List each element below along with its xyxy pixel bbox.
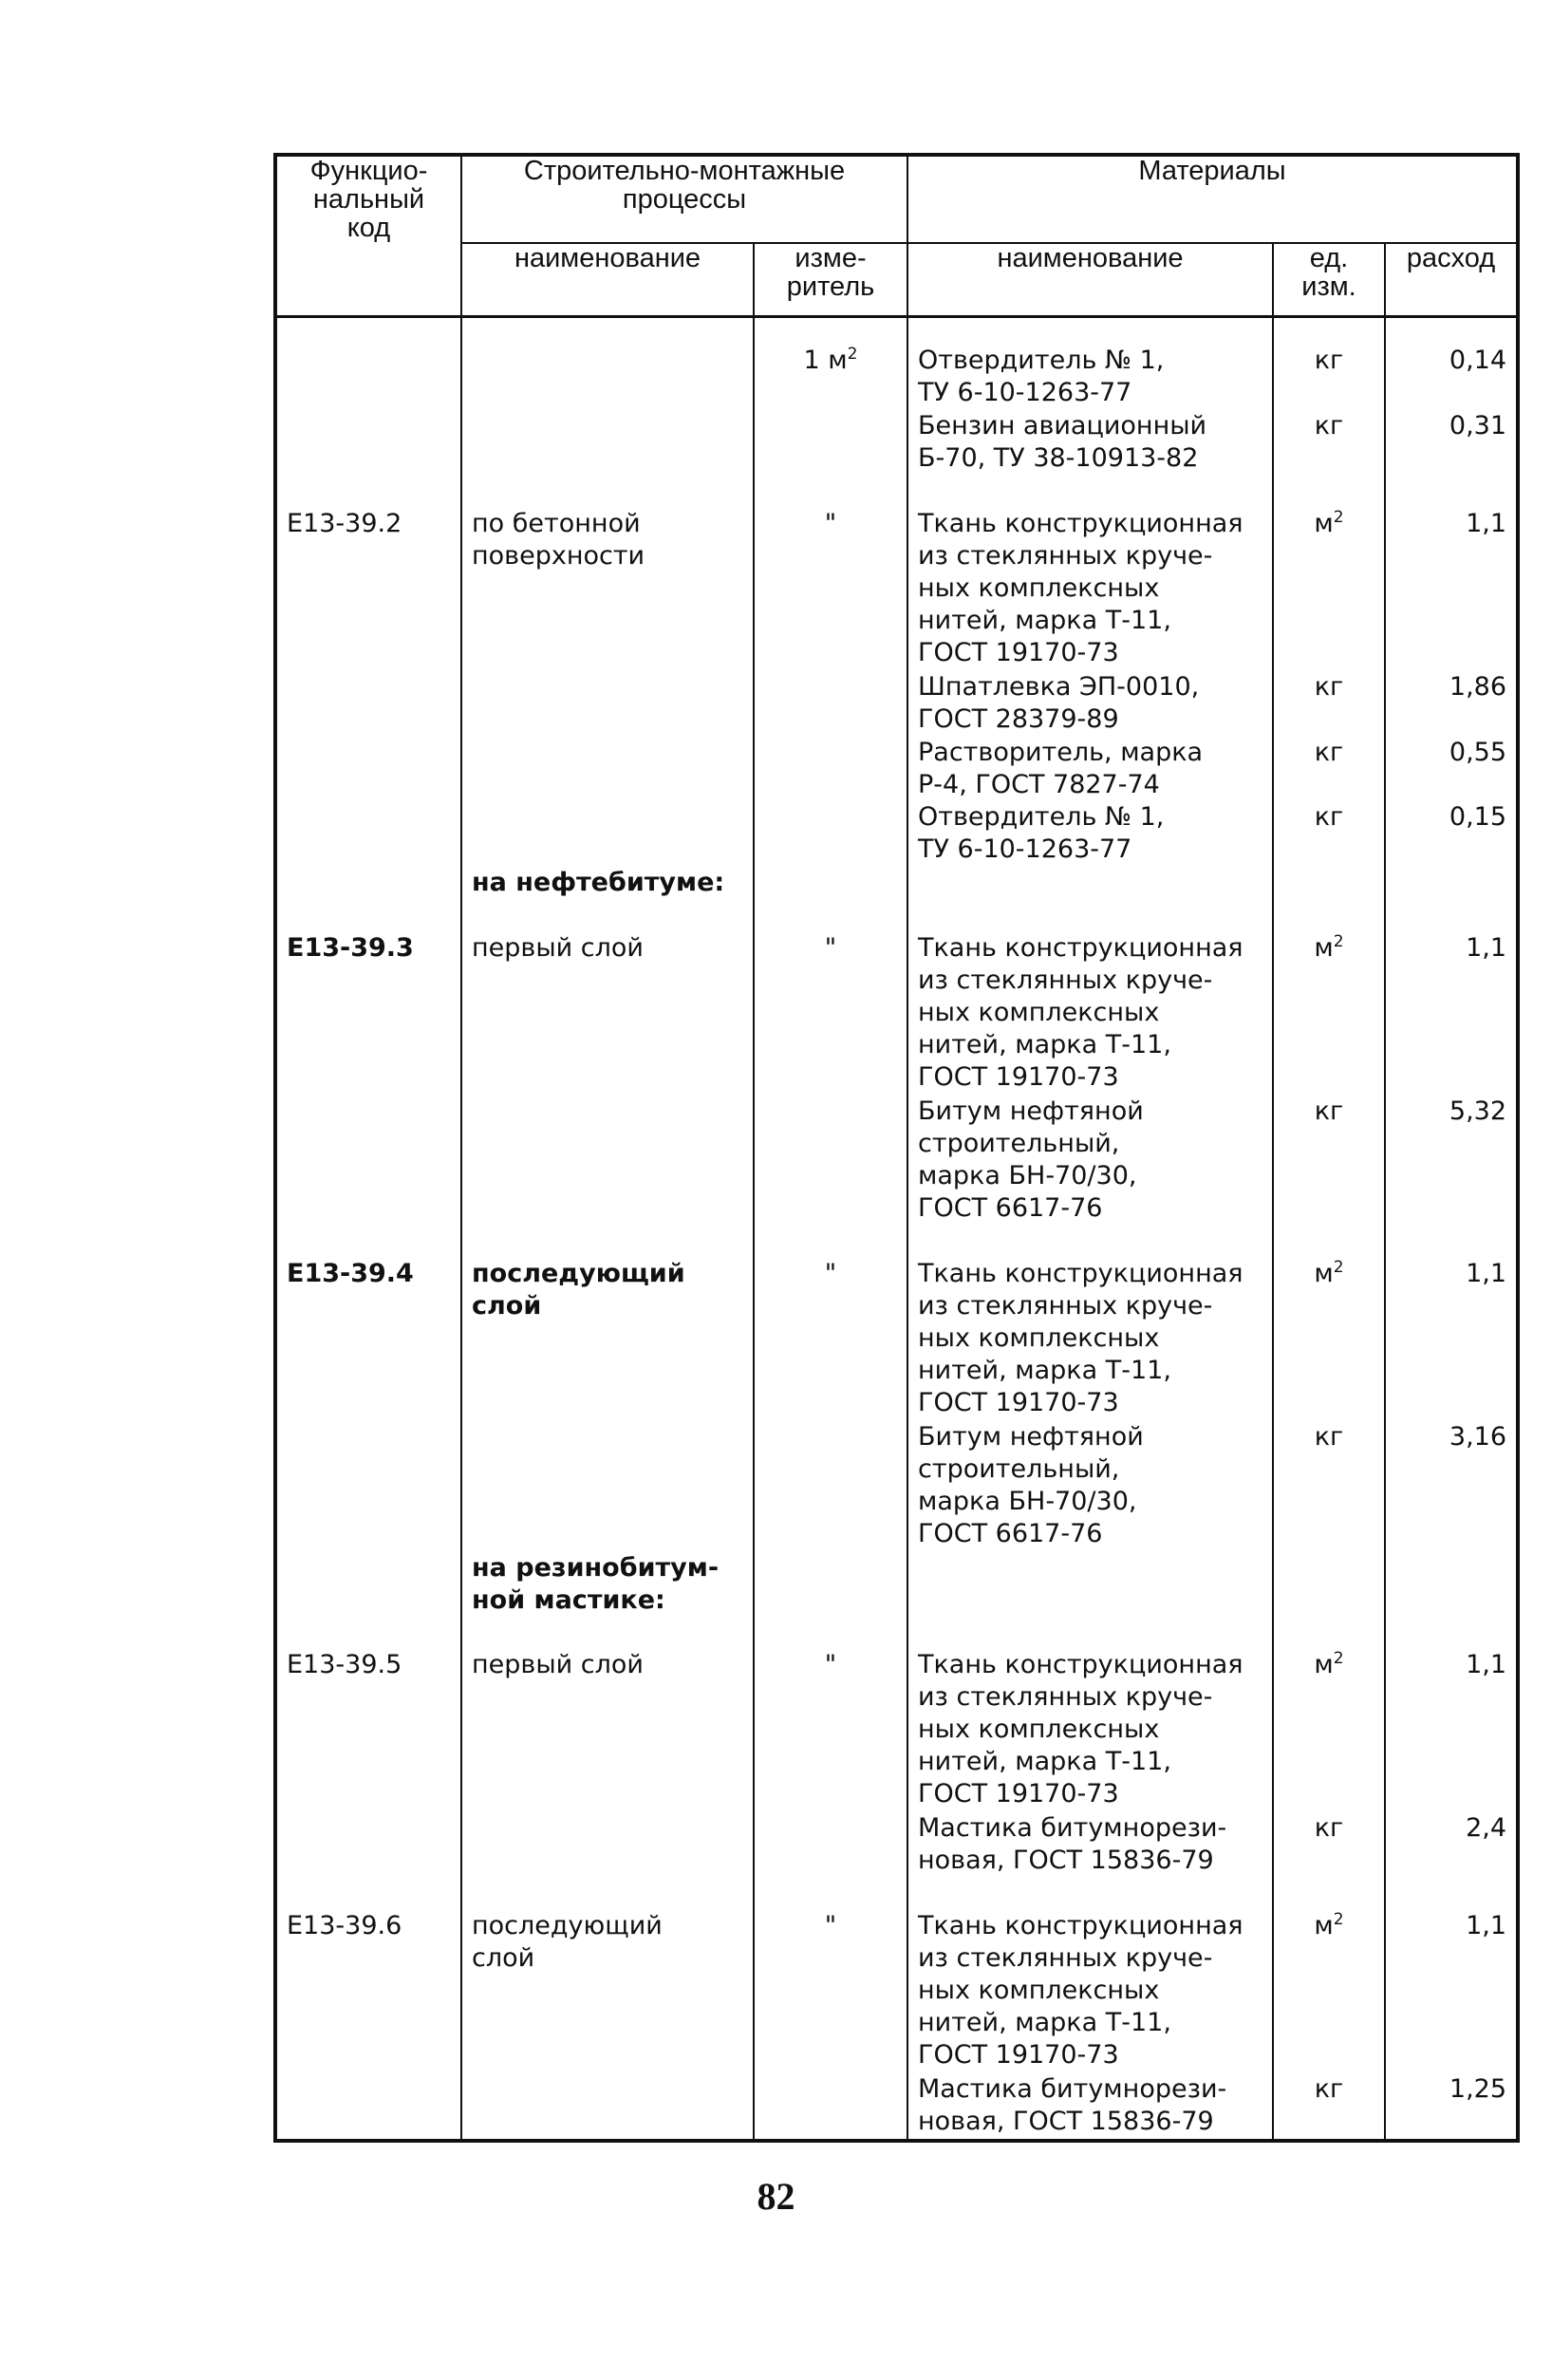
row-unit: $м^2$: [1273, 1649, 1385, 1812]
row-process: [461, 1226, 754, 1258]
row-meter: [754, 1421, 907, 1552]
row-rate: [1385, 2139, 1518, 2141]
row-rate: 0,14: [1385, 317, 1518, 411]
table-row: [275, 737, 1518, 802]
row-unit: [1273, 1878, 1385, 1910]
materials-table: [273, 153, 1520, 2143]
row-meter: [754, 867, 907, 899]
page-number: 82: [757, 2175, 795, 2218]
row-process: [461, 737, 754, 802]
row-meter: ": [754, 1258, 907, 1421]
row-process: [461, 900, 754, 932]
row-meter: [754, 671, 907, 737]
row-unit: [1273, 867, 1385, 899]
row-material: [907, 2139, 1273, 2141]
materials-table-sheet: [273, 153, 1516, 2143]
row-process: [461, 476, 754, 508]
header-material-rate: расход: [1385, 243, 1518, 317]
row-process: [461, 317, 754, 411]
row-unit: [1273, 1617, 1385, 1649]
row-meter: [754, 801, 907, 867]
row-code: Е13-39.3: [275, 932, 461, 1096]
row-meter: [754, 1812, 907, 1878]
row-unit: [1273, 1226, 1385, 1258]
row-meter: [754, 900, 907, 932]
row-material: Битум нефтяной строительный, марка БН-70/30, ГОСТ 6617-76: [907, 1421, 1273, 1552]
row-code: [275, 900, 461, 932]
row-material: Ткань конструкционная из стеклянных круче- ных комплексных нитей, марка Т-11, ГОСТ 19170-73: [907, 1258, 1273, 1421]
table-row: [275, 801, 1518, 867]
row-unit: кг: [1273, 410, 1385, 476]
row-process: [461, 1421, 754, 1552]
row-material: Бензин авиационный Б-70, ТУ 38-10913-82: [907, 410, 1273, 476]
header-material-name: наименование: [907, 243, 1273, 317]
row-unit: $м^2$: [1273, 1258, 1385, 1421]
header-process-meter: изме- ритель: [754, 243, 907, 317]
header-functional-code: Функцио- нальный код: [275, 155, 461, 317]
row-material: Битум нефтяной строительный, марка БН-70/30, ГОСТ 6617-76: [907, 1096, 1273, 1227]
row-unit: $м^2$: [1273, 1910, 1385, 2073]
row-rate: 1,86: [1385, 671, 1518, 737]
row-code: Е13-39.5: [275, 1649, 461, 1812]
row-process: [461, 1878, 754, 1910]
row-material: Ткань конструкционная из стеклянных круче- ных комплексных нитей, марка Т-11, ГОСТ 19170-73: [907, 932, 1273, 1096]
row-meter: [754, 1096, 907, 1227]
header-materials: Материалы: [907, 155, 1518, 243]
row-unit: $м^2$: [1273, 932, 1385, 1096]
row-process: первый слой: [461, 932, 754, 1096]
row-process: на резинобитум- ной мастике:: [461, 1552, 754, 1618]
row-meter: [754, 737, 907, 802]
row-rate: [1385, 1226, 1518, 1258]
table-row: [275, 1421, 1518, 1552]
row-process: последующий слой: [461, 1910, 754, 2073]
row-material: Мастика битумнорези- новая, ГОСТ 15836-79: [907, 1812, 1273, 1878]
table-row: [275, 476, 1518, 508]
row-code: [275, 867, 461, 899]
table-body: [275, 317, 1518, 2142]
row-process: первый слой: [461, 1649, 754, 1812]
header-process-name: наименование: [461, 243, 754, 317]
row-code: [275, 2073, 461, 2139]
table-row: [275, 1226, 1518, 1258]
row-process: [461, 671, 754, 737]
row-rate: 1,1: [1385, 1649, 1518, 1812]
row-unit: [1273, 900, 1385, 932]
table-row: [275, 1649, 1518, 1812]
row-unit: кг: [1273, 1421, 1385, 1552]
row-unit: кг: [1273, 2073, 1385, 2139]
row-rate: 1,1: [1385, 1910, 1518, 2073]
row-meter: [754, 1552, 907, 1618]
row-meter: [754, 1226, 907, 1258]
row-meter: [754, 476, 907, 508]
table-row: [275, 1910, 1518, 2073]
row-meter: [754, 1878, 907, 1910]
row-meter: [754, 2073, 907, 2139]
row-process: [461, 1096, 754, 1227]
row-rate: 1,25: [1385, 2073, 1518, 2139]
row-code: [275, 801, 461, 867]
row-process: [461, 801, 754, 867]
row-rate: [1385, 476, 1518, 508]
row-material: [907, 1552, 1273, 1618]
row-process: [461, 1812, 754, 1878]
row-unit: кг: [1273, 1096, 1385, 1227]
table-row: [275, 671, 1518, 737]
row-code: [275, 1878, 461, 1910]
row-rate: [1385, 1617, 1518, 1649]
table-row: [275, 1096, 1518, 1227]
row-material: Ткань конструкционная из стеклянных круче- ных комплексных нитей, марка Т-11, ГОСТ 19170-73: [907, 508, 1273, 671]
row-material: [907, 900, 1273, 932]
table-row: [275, 867, 1518, 899]
row-unit: кг: [1273, 737, 1385, 802]
row-code: [275, 1812, 461, 1878]
table-row: [275, 932, 1518, 1096]
row-code: [275, 476, 461, 508]
row-rate: [1385, 1878, 1518, 1910]
row-unit: [1273, 1552, 1385, 1618]
table-row: [275, 1812, 1518, 1878]
row-process: последующий слой: [461, 1258, 754, 1421]
row-rate: 1,1: [1385, 932, 1518, 1096]
table-row: [275, 2073, 1518, 2139]
row-code: Е13-39.6: [275, 1910, 461, 2073]
row-material: Отвердитель № 1, ТУ 6-10-1263-77: [907, 801, 1273, 867]
row-unit: $м^2$: [1273, 508, 1385, 671]
row-process: [461, 2139, 754, 2141]
row-code: [275, 1617, 461, 1649]
row-rate: 0,55: [1385, 737, 1518, 802]
row-rate: 2,4: [1385, 1812, 1518, 1878]
row-code: Е13-39.4: [275, 1258, 461, 1421]
row-process: на нефтебитуме:: [461, 867, 754, 899]
row-meter: ": [754, 1649, 907, 1812]
row-material: Отвердитель № 1, ТУ 6-10-1263-77: [907, 317, 1273, 411]
row-code: [275, 317, 461, 411]
row-material: [907, 1878, 1273, 1910]
row-process: по бетонной поверхности: [461, 508, 754, 671]
row-unit: кг: [1273, 317, 1385, 411]
row-code: [275, 1552, 461, 1618]
header-material-unit: ед. изм.: [1273, 243, 1385, 317]
table-row: [275, 1617, 1518, 1649]
row-code: [275, 410, 461, 476]
row-code: [275, 2139, 461, 2141]
row-process: [461, 2073, 754, 2139]
row-rate: 0,15: [1385, 801, 1518, 867]
row-code: [275, 737, 461, 802]
row-meter: ": [754, 1910, 907, 2073]
row-unit: кг: [1273, 801, 1385, 867]
table-row: [275, 317, 1518, 411]
row-code: [275, 1226, 461, 1258]
row-material: Ткань конструкционная из стеклянных круче- ных комплексных нитей, марка Т-11, ГОСТ 19170-73: [907, 1649, 1273, 1812]
row-rate: [1385, 867, 1518, 899]
row-code: [275, 1421, 461, 1552]
table-row: [275, 900, 1518, 932]
row-rate: 0,31: [1385, 410, 1518, 476]
row-unit: [1273, 476, 1385, 508]
row-rate: [1385, 1552, 1518, 1618]
row-material: Шпатлевка ЭП-0010, ГОСТ 28379-89: [907, 671, 1273, 737]
row-material: Растворитель, марка Р-4, ГОСТ 7827-74: [907, 737, 1273, 802]
row-material: [907, 1617, 1273, 1649]
row-unit: кг: [1273, 671, 1385, 737]
row-rate: [1385, 900, 1518, 932]
row-material: Мастика битумнорези- новая, ГОСТ 15836-79: [907, 2073, 1273, 2139]
row-process: [461, 1617, 754, 1649]
row-meter: 1 $м^2$: [754, 317, 907, 411]
row-code: [275, 1096, 461, 1227]
header-processes: Строительно-монтажные процессы: [461, 155, 907, 243]
row-meter: ": [754, 932, 907, 1096]
row-process: [461, 410, 754, 476]
row-code: [275, 671, 461, 737]
row-meter: [754, 2139, 907, 2141]
row-meter: ": [754, 508, 907, 671]
row-unit: кг: [1273, 1812, 1385, 1878]
row-meter: [754, 410, 907, 476]
row-rate: 1,1: [1385, 1258, 1518, 1421]
row-rate: 5,32: [1385, 1096, 1518, 1227]
row-meter: [754, 1617, 907, 1649]
row-material: [907, 867, 1273, 899]
row-rate: 3,16: [1385, 1421, 1518, 1552]
row-material: [907, 1226, 1273, 1258]
row-material: [907, 476, 1273, 508]
row-rate: 1,1: [1385, 508, 1518, 671]
row-material: Ткань конструкционная из стеклянных круче- ных комплексных нитей, марка Т-11, ГОСТ 19170-73: [907, 1910, 1273, 2073]
table-row: [275, 1878, 1518, 1910]
table-row: [275, 410, 1518, 476]
table-row: [275, 2139, 1518, 2141]
table-row: [275, 1552, 1518, 1618]
table-row: [275, 1258, 1518, 1421]
table-row: [275, 508, 1518, 671]
row-unit: [1273, 2139, 1385, 2141]
row-code: Е13-39.2: [275, 508, 461, 671]
